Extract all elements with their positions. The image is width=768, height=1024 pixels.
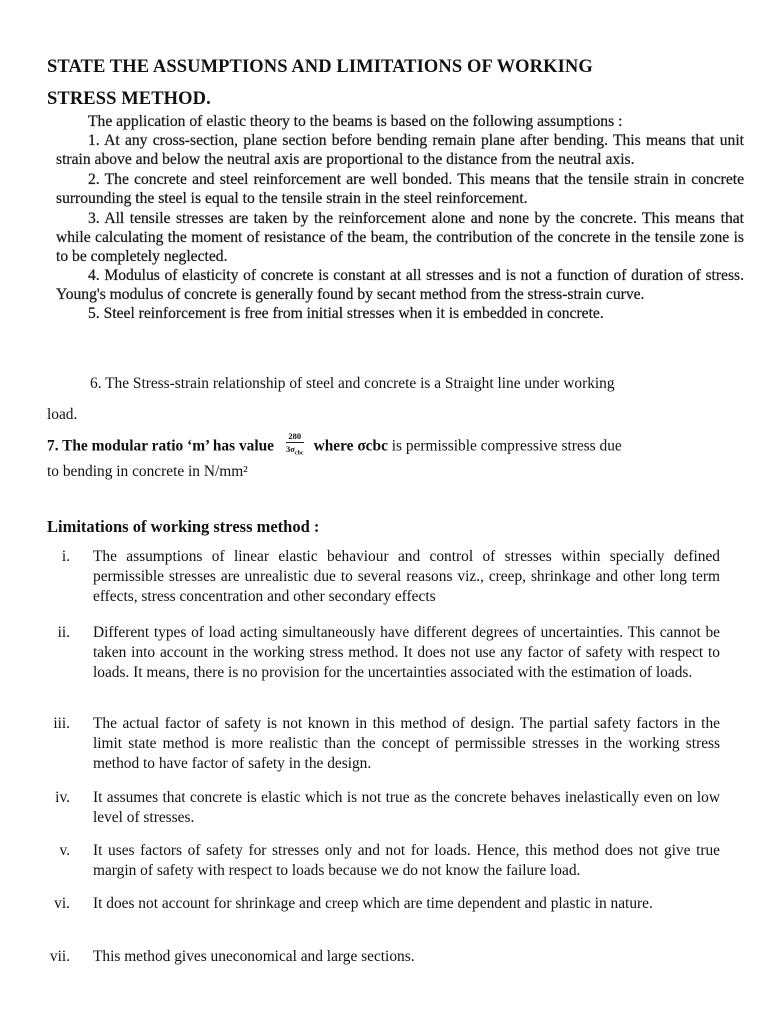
assumption-7-lead: 7. The modular ratio ‘m’ has value [47, 437, 275, 455]
fraction-numerator: 280 [286, 431, 304, 443]
limitation-number: v. [59, 842, 70, 859]
limitation-number: iv. [55, 789, 70, 806]
page-title-line-1: STATE THE ASSUMPTIONS AND LIMITATIONS OF WORKING [47, 57, 593, 77]
assumption-6-line-1: 6. The Stress-strain relationship of steel and concrete is a Straight line under working [90, 375, 615, 392]
assumptions-intro: The application of elastic theory to the beams is based on the following assumptions : [88, 113, 623, 130]
limitation-text: The actual factor of safety is not known in this method of design. The partial safety factors in the limit state method is more realistic than the concept of permissible stresses in the working stress method to have factor of safety in the design. [93, 715, 720, 772]
fraction-denominator-subscript: cbc [294, 450, 304, 457]
limitation-number: vii. [49, 948, 70, 965]
assumption-6-line-2: load. [47, 406, 78, 423]
limitation-text: The assumptions of linear elastic behaviour and control of stresses within specially defined permissible stresses are unrealistic due to several reasons viz., creep, shrinkage and other long term effects, stress concentration and other secondary effects [93, 548, 720, 605]
assumption-1: 1. At any cross-section, plane section before bending remain plane after bending. This means that unit strain above and below the neutral axis are proportional to the distance from the neutral axis. [56, 132, 744, 168]
limitation-number: i. [61, 548, 70, 565]
assumption-7-rest-line-1: is permissible compressive stress due [387, 437, 622, 455]
limitation-text: This method gives uneconomical and large sections. [93, 948, 415, 965]
assumption-5: 5. Steel reinforcement is free from initial stresses when it is embedded in concrete. [88, 305, 604, 322]
assumption-7 [47, 433, 737, 483]
assumption-7-rest-line-2: to bending in concrete in N/mm² [47, 462, 248, 480]
fraction-denominator-base: 3σ [286, 444, 295, 454]
page-title-line-2: STRESS METHOD. [47, 89, 211, 109]
limitation-number: ii. [57, 624, 70, 641]
limitation-text: It uses factors of safety for stresses only and not for loads. Hence, this method does not give true margin of safety with respect to loads because we do not know the failure load. [93, 842, 720, 879]
assumptions-scanned-block [56, 112, 744, 323]
assumption-7-where: where σcbc [313, 437, 388, 455]
assumption-3: 3. All tensile stresses are taken by the reinforcement alone and none by the concrete. This means that while calculating the moment of resistance of the beam, the contribution of the concrete in the tensile zone is to be completely neglected. [56, 210, 744, 265]
limitation-number: vi. [54, 895, 70, 912]
limitation-text: It assumes that concrete is elastic which is not true as the concrete behaves inelastically even on low level of stresses. [93, 789, 720, 826]
modular-ratio-fraction [286, 431, 304, 459]
limitation-text: It does not account for shrinkage and creep which are time dependent and plastic in nature. [93, 895, 653, 912]
assumption-4: 4. Modulus of elasticity of concrete is constant at all stresses and is not a function of duration of stress. Young's modulus of concrete is generally found by secant method from the stress-strain curve. [56, 267, 744, 303]
assumption-2: 2. The concrete and steel reinforcement are well bonded. This means that the tensile strain in concrete surrounding the steel is equal to the tensile strain in the steel reinforcement. [56, 171, 744, 207]
limitation-number: iii. [53, 715, 70, 732]
limitation-text: Different types of load acting simultaneously have different degrees of uncertainties. This cannot be taken into account in the working stress method. It does not use any factor of safety with respect to loads. It means, there is no provision for the uncertainties associated with the estimation of loads. [93, 624, 720, 681]
limitations-heading: Limitations of working stress method : [47, 517, 320, 536]
fraction-denominator [286, 443, 304, 459]
